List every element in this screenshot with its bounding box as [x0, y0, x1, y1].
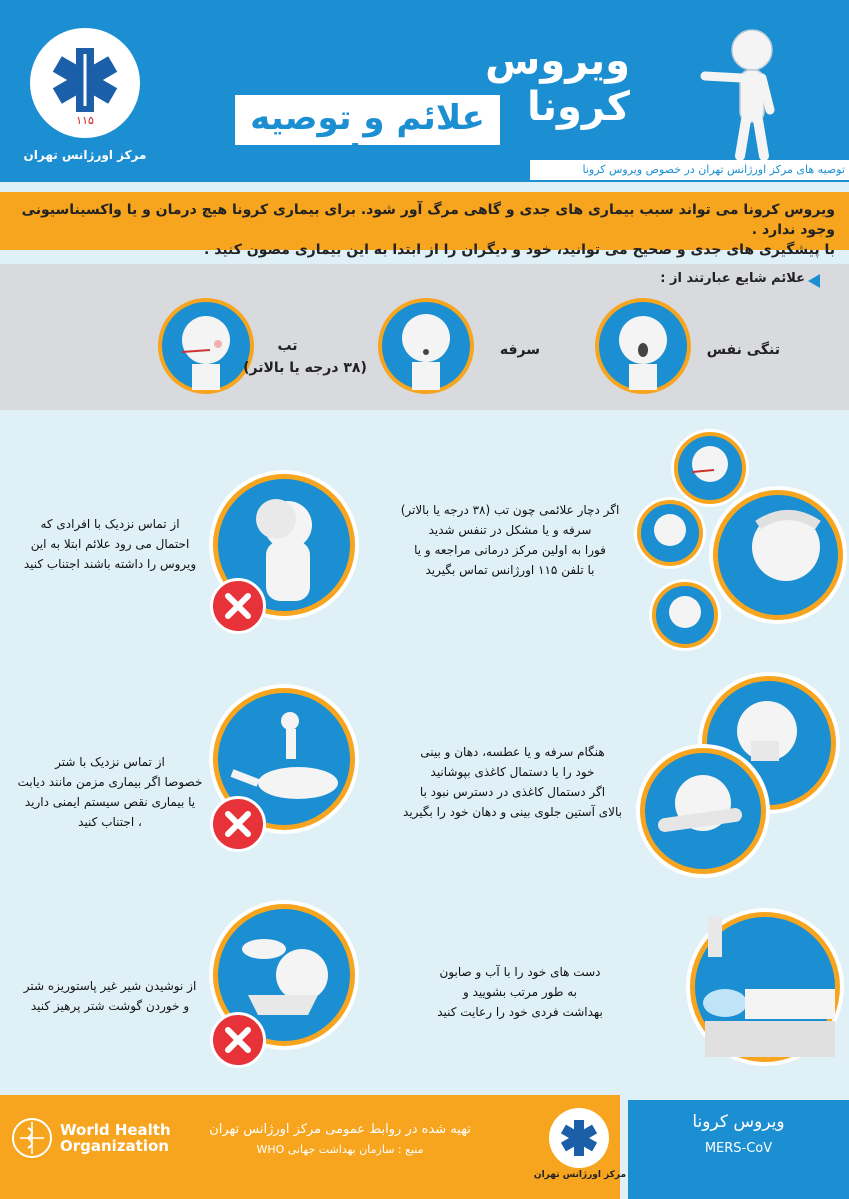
- breath-thumb-image: [652, 582, 718, 648]
- cough-thumb-icon: [641, 504, 699, 562]
- contact-warning-line-2: احتمال می رود علائم ابتلا به این: [30, 537, 190, 551]
- intro-line-2: با پیشگیری های جدی و صحیح می توانید، خود و دیگران را از ابتدا به این بیماری مصون کنید .: [204, 242, 835, 258]
- bullet-arrow-icon: [808, 274, 820, 288]
- hand-wash-line-3: بهداشت فردی خود را رعایت کنید: [437, 1005, 603, 1019]
- shortness-of-breath-image: [595, 298, 691, 394]
- prohibited-icon: [210, 1012, 266, 1068]
- symptom-fever-label: تب: [277, 338, 298, 354]
- contact-warning-line-3: ویروس را داشته باشند اجتناب کنید: [23, 557, 197, 571]
- cough-image: [378, 298, 474, 394]
- fever-advice-line-1: اگر دچار علائمی چون تب (۳۸ درجه یا بالاتر): [400, 503, 620, 517]
- cough-advice-line-3: اگر دستمال کاغذی در دسترس نبود با: [419, 785, 606, 799]
- hand-wash-line-2: به طور مرتب بشویید و: [462, 985, 578, 999]
- breathless-figure-icon: [599, 302, 687, 390]
- hand-wash-line-1: دست های خود را با آب و صابون: [439, 965, 601, 979]
- header-note: توصیه های مرکز اورژانس تهران در خصوص ویروس کرونا: [582, 163, 845, 176]
- intro-text: [20, 200, 835, 260]
- thermometer-figure-icon: [162, 302, 250, 390]
- footer-credit: تهیه شده در روابط عمومی مرکز اورژانس تهران: [209, 1122, 471, 1137]
- emergency-logo: [30, 28, 140, 138]
- prohibited-icon: [210, 796, 266, 852]
- who-emblem-icon: [10, 1116, 54, 1160]
- sleeve-figure-icon: [645, 753, 761, 869]
- footer-logo-label: مرکز اورژانس تهران: [533, 1170, 627, 1180]
- camel-warning-text: [10, 752, 210, 832]
- milk-warning-line-1: از نوشیدن شیر غیر پاستوریزه شتر: [23, 979, 197, 993]
- who-line-1: World Health: [60, 1121, 171, 1139]
- hand-wash-image: [690, 912, 840, 1062]
- cough-thumb-image: [637, 500, 703, 566]
- who-wordmark: [60, 1122, 171, 1154]
- intro-line-1: ویروس کرونا می تواند سبب بیماری های جدی و گاهی مرگ آور شود. برای بیماری کرونا هیچ درمان و یا واکسیناسیونی وجود ندارد .: [21, 202, 835, 238]
- prohibited-icon: [210, 578, 266, 634]
- page-subtitle: علائم و توصیه ها: [250, 98, 485, 178]
- coughing-figure-icon: [382, 302, 470, 390]
- thermometer-thumb-icon: [678, 436, 742, 500]
- milk-warning-line-2: و خوردن گوشت شتر پرهیز کنید: [30, 999, 190, 1013]
- fever-advice-line-3: فورا به اولین مرکز درمانی مراجعه و یا: [414, 543, 606, 557]
- symptom-fever-detail: (۳۸ درجه یا بالاتر): [243, 360, 367, 376]
- cough-advice-line-2: خود را با دستمال کاغذی بپوشانید: [430, 765, 595, 779]
- symptom-breath-label: تنگی نفس: [706, 342, 780, 358]
- breath-thumb-icon: [656, 586, 714, 644]
- camel-warning-line-3: یا بیماری نقص سیستم ایمنی دارید: [24, 795, 196, 809]
- sick-figure-icon: [718, 495, 838, 615]
- fever-advice-line-4: با تلفن ۱۱۵ اورژانس تماس بگیرید: [425, 563, 595, 577]
- camel-warning-line-4: ، اجتناب کنید: [78, 815, 142, 829]
- fever-advice-text: [385, 500, 635, 580]
- footer-title: ویروس کرونا: [692, 1112, 785, 1132]
- presenter-figure-icon: [690, 28, 800, 163]
- symptoms-heading: علائم شایع عبارتند از :: [660, 271, 805, 286]
- sick-person-image: [713, 490, 843, 620]
- star-of-life-icon: [30, 28, 140, 138]
- fever-thumb-image: [674, 432, 746, 504]
- page-title: ویروس کرونا: [485, 38, 630, 130]
- camel-warning-line-1: از تماس نزدیک با شتر: [55, 755, 165, 769]
- fever-image: [158, 298, 254, 394]
- footer-source: منبع : سازمان بهداشت جهانی WHO: [256, 1143, 424, 1156]
- camel-warning-line-2: خصوصا اگر بیماری مزمن مانند دیابت: [17, 775, 203, 789]
- sleeve-cough-image: [640, 748, 766, 874]
- hand-wash-text: [410, 962, 630, 1022]
- cough-advice-line-1: هنگام سرفه و یا عطسه، دهان و بینی: [420, 745, 605, 759]
- logo-number: ۱۱۵: [76, 114, 94, 127]
- milk-warning-text: [10, 976, 210, 1016]
- symptom-cough-label: سرفه: [499, 342, 540, 358]
- footer-emergency-logo: [549, 1108, 609, 1168]
- who-line-2: Organization: [60, 1137, 169, 1155]
- contact-warning-text: [10, 514, 210, 574]
- logo-label: مرکز اورژانس تهران: [23, 148, 147, 162]
- star-of-life-icon: [549, 1108, 609, 1168]
- contact-warning-line-1: از تماس نزدیک با افرادی که: [40, 517, 180, 531]
- cough-advice-line-4: بالای آستین جلوی بینی و دهان خود را بگیرید: [403, 805, 622, 819]
- hand-washing-icon: [695, 917, 835, 1057]
- cough-advice-text: [385, 742, 640, 822]
- footer-subtitle: MERS-CoV: [704, 1141, 773, 1156]
- fever-advice-line-2: سرفه و یا مشکل در تنفس شدید: [428, 523, 592, 537]
